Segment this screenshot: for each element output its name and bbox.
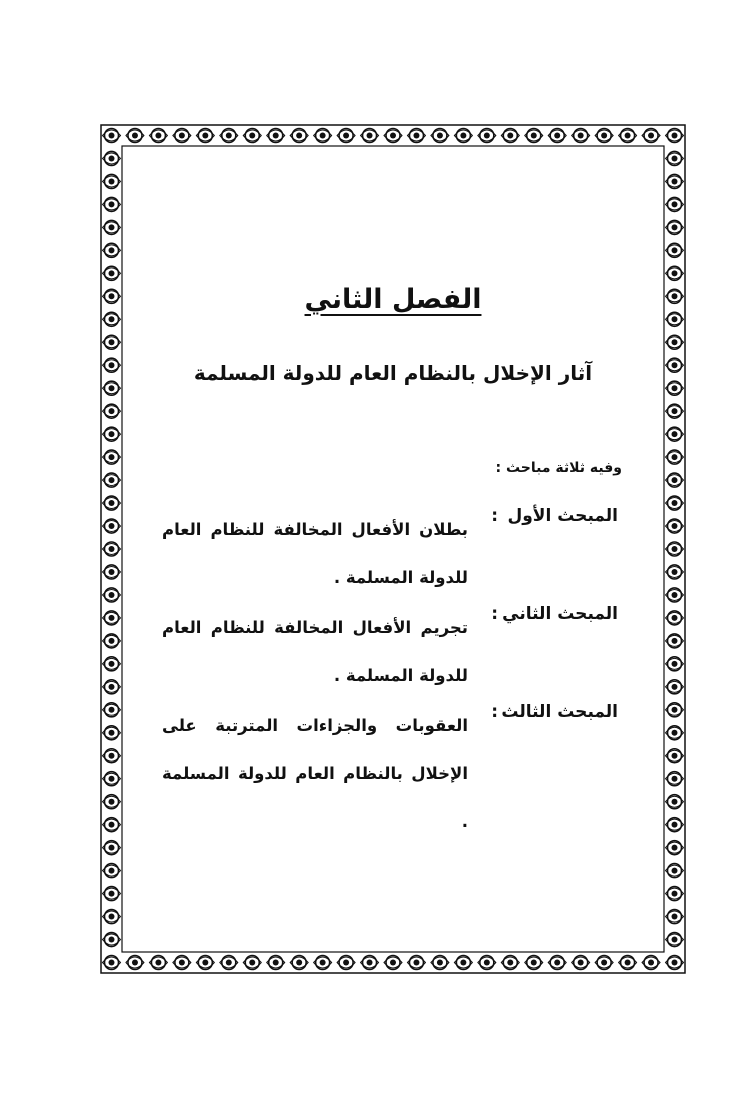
page-content xyxy=(100,124,686,974)
chapter-subtitle: آثار الإخلال بالنظام العام للدولة المسلمة xyxy=(193,361,593,385)
section-separator: : xyxy=(491,506,498,526)
chapter-title: الفصل الثاني xyxy=(304,284,482,315)
sections-intro: وفيه ثلاثة مباحث : xyxy=(495,460,622,476)
section-title: العقوبات والجزاءات المترتبة على الإخلال بالنظام العام للدولة المسلمة . xyxy=(162,716,468,831)
section-number: المبحث الأول xyxy=(507,506,618,526)
section-separator: : xyxy=(491,702,498,722)
section-title: تجريم الأفعال المخالفة للنظام العام للدولة المسلمة . xyxy=(162,618,468,685)
section-title: بطلان الأفعال المخالفة للنظام العام للدولة المسلمة . xyxy=(162,520,468,587)
section-separator: : xyxy=(491,604,498,624)
section-number: المبحث الثالث xyxy=(501,702,618,722)
section-number: المبحث الثاني xyxy=(502,604,618,624)
